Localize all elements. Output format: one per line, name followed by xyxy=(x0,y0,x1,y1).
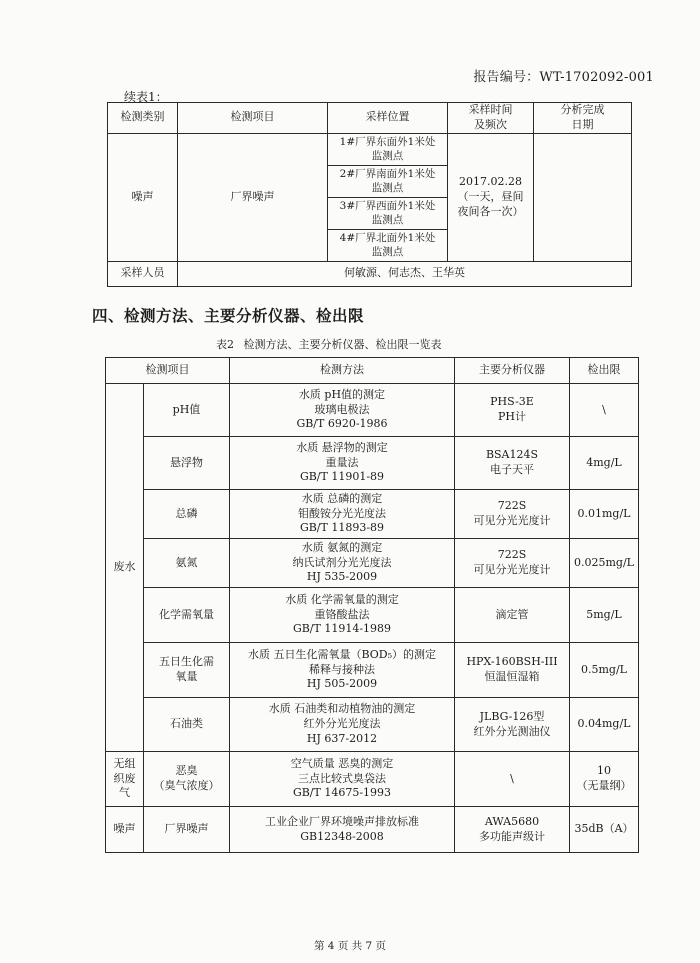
t1-header-analysis-date: 分析完成 日期 xyxy=(534,103,632,134)
t1-header-location: 采样位置 xyxy=(328,103,448,134)
item-cell: 石油类 xyxy=(144,698,230,752)
limit-cell: 35dB（A） xyxy=(570,807,639,853)
limit-cell: 5mg/L xyxy=(570,588,639,643)
t1-location-2: 2#厂界南面外1米处 监测点 xyxy=(328,165,448,197)
t2-header-instrument: 主要分析仪器 xyxy=(455,358,570,384)
t1-category-cell: 噪声 xyxy=(108,133,178,261)
instrument-cell: HPX-160BSH-III 恒温恒湿箱 xyxy=(455,643,570,698)
t1-header-category: 检测类别 xyxy=(108,103,178,134)
item-cell: 氨氮 xyxy=(144,539,230,588)
method-cell: 水质 总磷的测定 钼酸铵分光光度法 GB/T 11893-89 xyxy=(230,490,455,539)
method-row xyxy=(106,643,639,698)
method-row xyxy=(106,807,639,853)
instrument-cell: 722S 可见分光光度计 xyxy=(455,539,570,588)
method-cell: 水质 pH值的测定 玻璃电极法 GB/T 6920-1986 xyxy=(230,384,455,437)
category-cell: 废水 xyxy=(106,384,144,752)
category-cell: 噪声 xyxy=(106,807,144,853)
item-cell: 总磷 xyxy=(144,490,230,539)
t1-header-time: 采样时间 及频次 xyxy=(448,103,534,134)
t1-location-4: 4#厂界北面外1米处 监测点 xyxy=(328,229,448,261)
limit-cell: 10 （无量纲） xyxy=(570,752,639,807)
limit-cell: 0.04mg/L xyxy=(570,698,639,752)
limit-cell: 0.01mg/L xyxy=(570,490,639,539)
method-table xyxy=(105,357,639,853)
item-cell: 五日生化需 氧量 xyxy=(144,643,230,698)
t1-sampler-label: 采样人员 xyxy=(108,261,178,286)
instrument-cell: JLBG-126型 红外分光测油仪 xyxy=(455,698,570,752)
t1-location-1: 1#厂界东面外1米处 监测点 xyxy=(328,133,448,165)
method-cell: 工业企业厂界环境噪声排放标准 GB12348-2008 xyxy=(230,807,455,853)
item-cell: 悬浮物 xyxy=(144,437,230,490)
method-cell: 水质 石油类和动植物油的测定 红外分光光度法 HJ 637-2012 xyxy=(230,698,455,752)
method-row xyxy=(106,539,639,588)
method-row xyxy=(106,384,639,437)
instrument-cell: \ xyxy=(455,752,570,807)
t2-header-method: 检测方法 xyxy=(230,358,455,384)
item-cell: 恶臭 （臭气浓度） xyxy=(144,752,230,807)
instrument-cell: AWA5680 多功能声级计 xyxy=(455,807,570,853)
item-cell: pH值 xyxy=(144,384,230,437)
t1-analysis-date xyxy=(534,133,632,261)
t1-location-3: 3#厂界西面外1米处 监测点 xyxy=(328,197,448,229)
method-row xyxy=(106,698,639,752)
page-footer: 第 4 页 共 7 页 xyxy=(313,940,387,952)
limit-cell: 0.025mg/L xyxy=(570,539,639,588)
method-cell: 水质 化学需氧量的测定 重铬酸盐法 GB/T 11914-1989 xyxy=(230,588,455,643)
report-number: 报告编号：WT-1702092-001 xyxy=(473,70,654,85)
t1-sampling-time: 2017.02.28 （一天，昼间 夜间各一次） xyxy=(448,133,534,261)
t2-header-limit: 检出限 xyxy=(570,358,639,384)
table2-caption: 表2 检测方法、主要分析仪器、检出限一览表 xyxy=(216,338,442,351)
method-cell: 水质 五日生化需氧量（BOD₅）的测定 稀释与接种法 HJ 505-2009 xyxy=(230,643,455,698)
method-cell: 空气质量 恶臭的测定 三点比较式臭袋法 GB/T 14675-1993 xyxy=(230,752,455,807)
category-cell: 无组 织废 气 xyxy=(106,752,144,807)
sampling-table xyxy=(107,102,632,287)
limit-cell: \ xyxy=(570,384,639,437)
limit-cell: 0.5mg/L xyxy=(570,643,639,698)
method-row xyxy=(106,588,639,643)
instrument-cell: BSA124S 电子天平 xyxy=(455,437,570,490)
instrument-cell: 722S 可见分光光度计 xyxy=(455,490,570,539)
t2-header-item: 检测项目 xyxy=(106,358,230,384)
limit-cell: 4mg/L xyxy=(570,437,639,490)
method-row xyxy=(106,490,639,539)
instrument-cell: 滴定管 xyxy=(455,588,570,643)
t1-item-cell: 厂界噪声 xyxy=(178,133,328,261)
item-cell: 化学需氧量 xyxy=(144,588,230,643)
t1-sampler-names: 何敏源、何志杰、王华英 xyxy=(178,261,632,286)
method-row xyxy=(106,752,639,807)
method-cell: 水质 悬浮物的测定 重量法 GB/T 11901-89 xyxy=(230,437,455,490)
instrument-cell: PHS-3E PH计 xyxy=(455,384,570,437)
t1-header-item: 检测项目 xyxy=(178,103,328,134)
section-title: 四、检测方法、主要分析仪器、检出限 xyxy=(92,306,365,325)
method-cell: 水质 氨氮的测定 纳氏试剂分光光度法 HJ 535-2009 xyxy=(230,539,455,588)
item-cell: 厂界噪声 xyxy=(144,807,230,853)
table1-continuation-label: 续表1： xyxy=(124,90,168,104)
method-row xyxy=(106,437,639,490)
